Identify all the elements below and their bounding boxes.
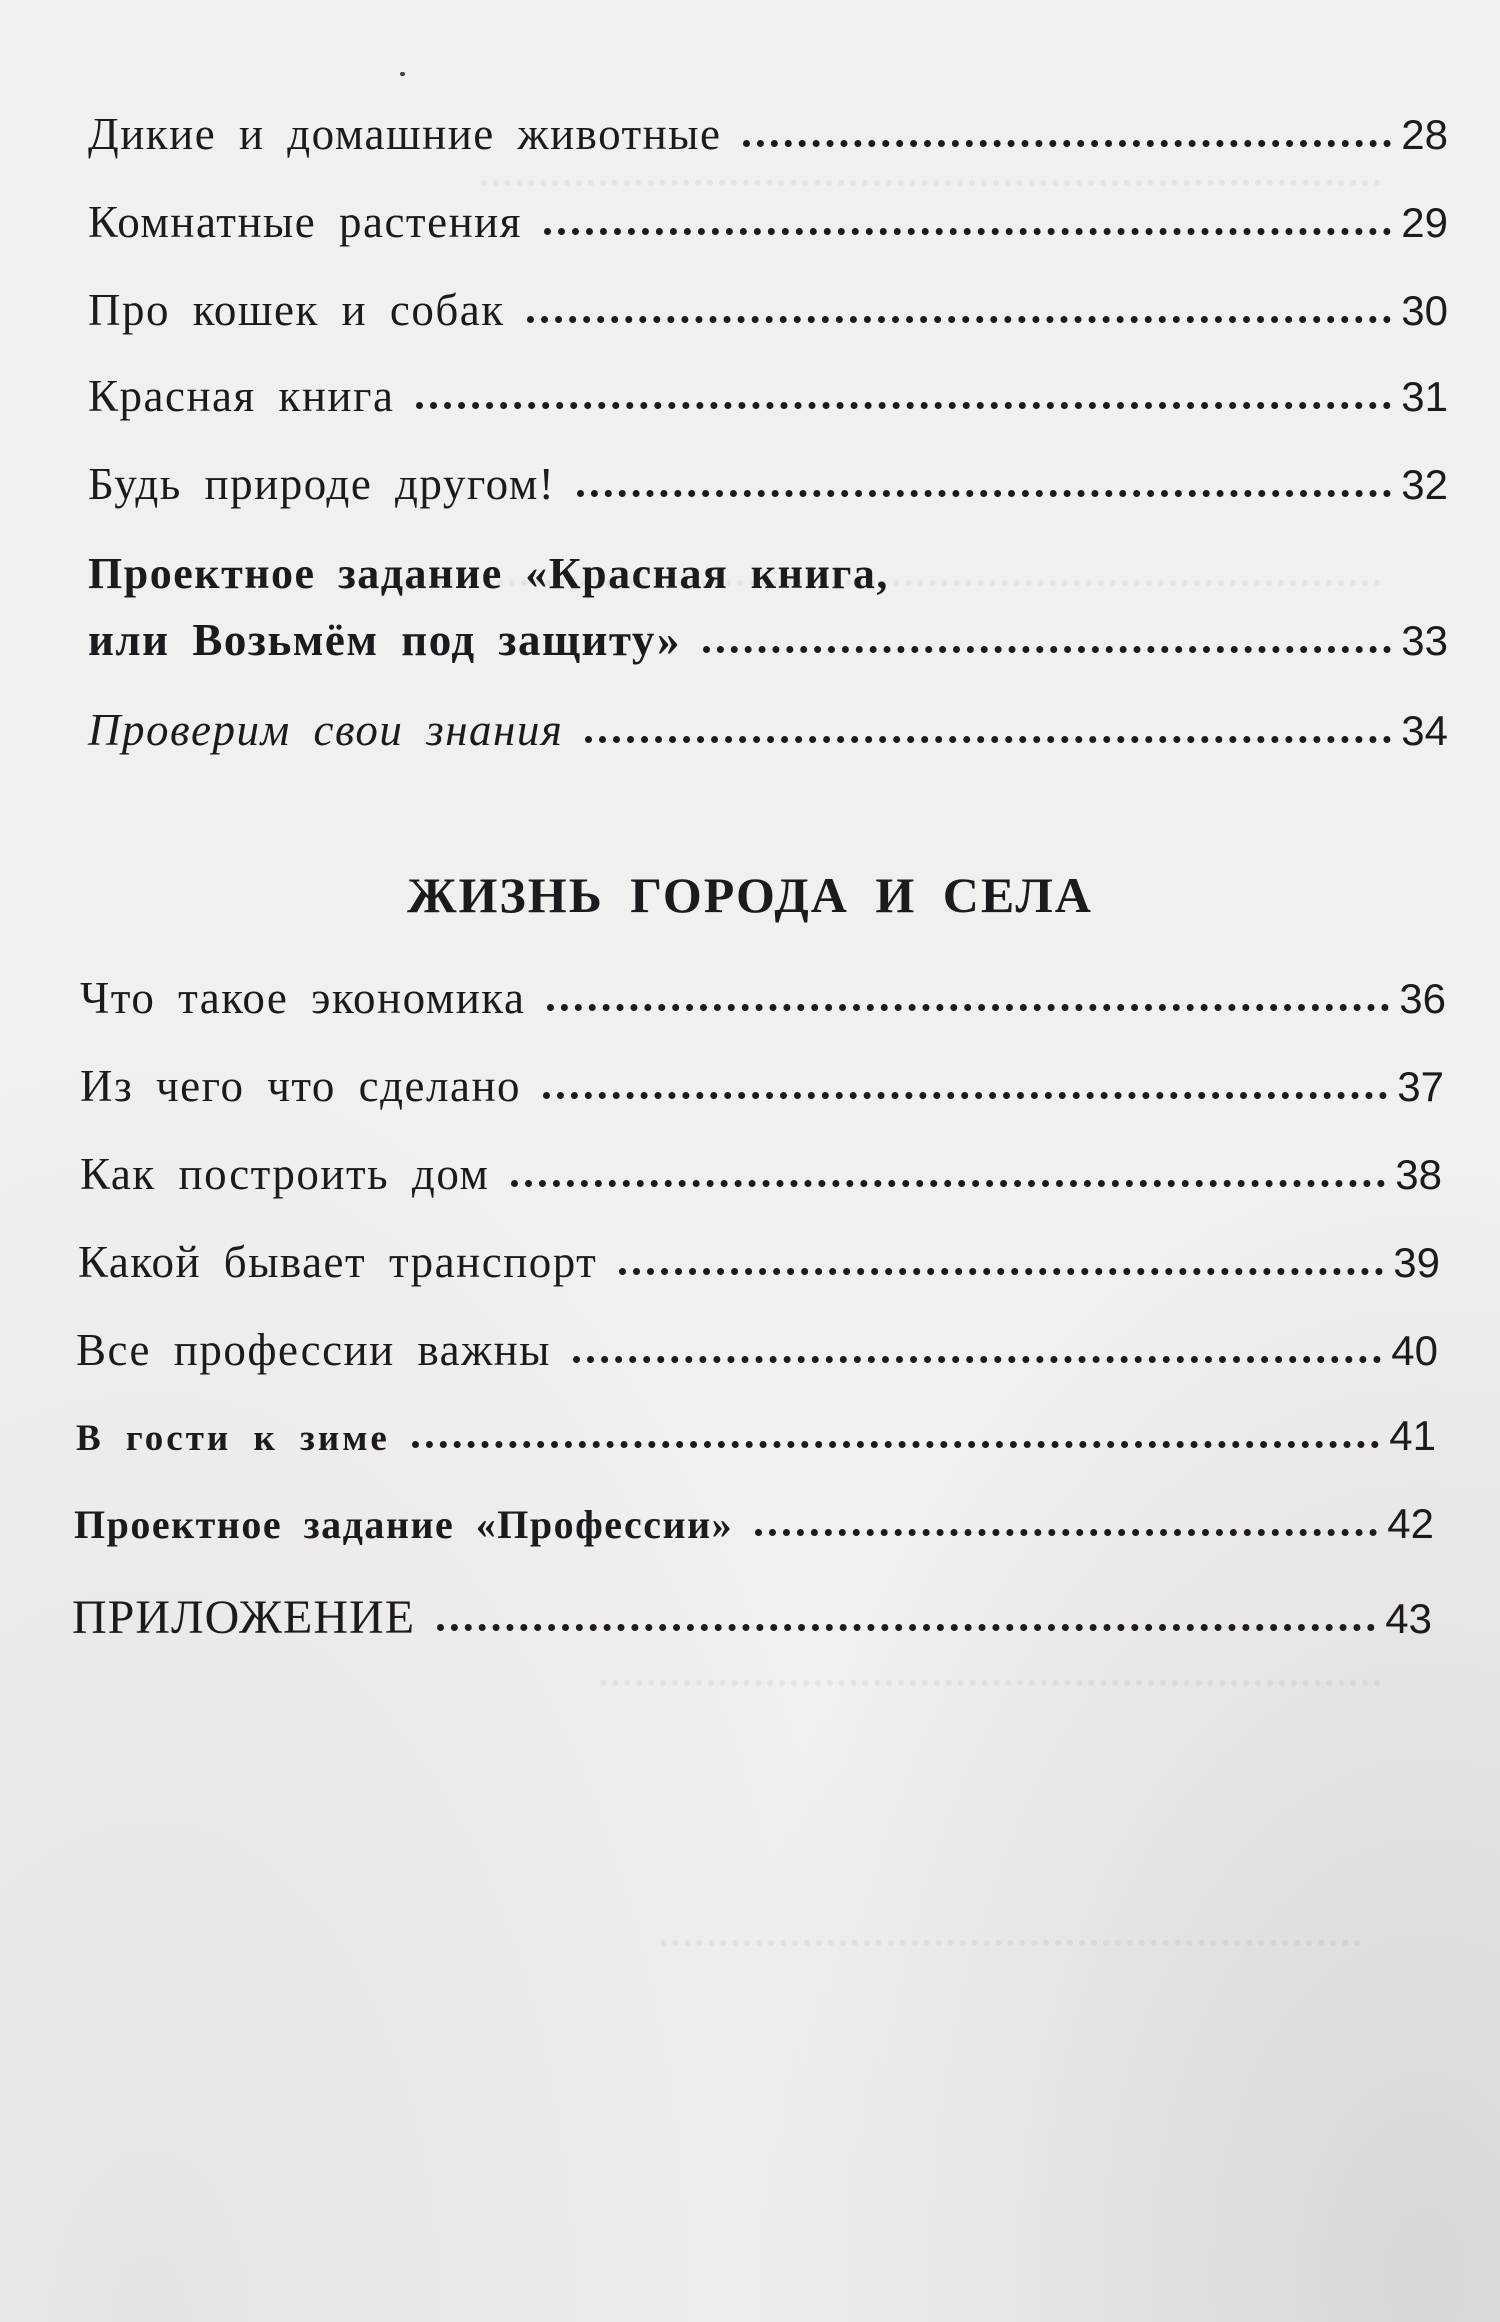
print-speck <box>400 72 405 76</box>
toc-entry-page: 43 <box>1385 1595 1432 1642</box>
toc-entry[interactable] <box>88 196 1448 248</box>
dot-leader <box>703 646 1391 653</box>
dot-leader <box>543 1092 1387 1099</box>
toc-entry-check-knowledge[interactable] <box>88 704 1448 756</box>
dot-leader <box>412 1441 1379 1448</box>
toc-entry-label: Какой бывает транспорт <box>78 1237 598 1287</box>
toc-entry-page: 30 <box>1401 287 1448 334</box>
toc-entry[interactable] <box>78 1236 1440 1288</box>
toc-entry-label: Комнатные растения <box>88 197 522 247</box>
section-title: ЖИЗНЬ ГОРОДА И СЕЛА <box>407 867 1093 923</box>
toc-entry-label: Про кошек и собак <box>88 285 505 335</box>
dot-leader <box>619 1268 1383 1275</box>
toc-entry-label: Проектное задание «Профессии» <box>74 1502 734 1547</box>
show-through-ghost <box>600 1640 1380 1686</box>
toc-entry-page: 40 <box>1391 1327 1438 1374</box>
toc-entry-label: Все профессии важны <box>76 1325 551 1375</box>
toc-entry[interactable] <box>88 370 1448 422</box>
toc-entry[interactable] <box>80 972 1446 1024</box>
dot-leader <box>547 1004 1389 1011</box>
dot-leader <box>511 1180 1385 1187</box>
toc-entry-label: ПРИЛОЖЕНИЕ <box>72 1591 416 1644</box>
toc-entry-label: Как построить дом <box>80 1149 490 1199</box>
toc-entry-label: Из чего что сделано <box>80 1061 522 1111</box>
toc-entry-page: 33 <box>1401 617 1448 664</box>
toc-entry-label: или Возьмём под защиту» <box>88 615 682 665</box>
toc-entry-page: 31 <box>1401 373 1448 420</box>
toc-entry-page: 38 <box>1395 1151 1442 1198</box>
dot-leader <box>437 1624 1375 1631</box>
toc-entry-page: 28 <box>1401 111 1448 158</box>
toc-entry[interactable] <box>88 284 1448 336</box>
dot-leader <box>416 402 1391 409</box>
toc-entry-page: 36 <box>1399 975 1446 1022</box>
dot-leader <box>577 490 1391 497</box>
toc-entry-page: 29 <box>1401 199 1448 246</box>
dot-leader <box>743 140 1391 147</box>
toc-entry-page: 41 <box>1389 1412 1436 1459</box>
toc-entry-winter[interactable] <box>76 1412 1436 1460</box>
toc-entry-label: Дикие и домашние животные <box>88 109 722 159</box>
toc-entry-label: Проверим свои знания <box>88 705 564 755</box>
toc-entry-page: 34 <box>1401 707 1448 754</box>
toc-entry[interactable] <box>88 108 1448 160</box>
toc-entry-project-professions[interactable] <box>74 1500 1434 1548</box>
toc-entry-project-line1: Проектное задание «Красная книга, <box>88 549 889 598</box>
dot-leader <box>585 736 1391 743</box>
toc-entry[interactable] <box>80 1060 1444 1112</box>
show-through-ghost <box>660 1900 1360 1946</box>
dot-leader <box>544 228 1391 235</box>
toc-entry-page: 42 <box>1387 1500 1434 1547</box>
toc-entry[interactable] <box>88 458 1448 510</box>
toc-entry-label: В гости к зиме <box>76 1418 390 1459</box>
toc-entry-label: Что такое экономика <box>80 973 526 1023</box>
toc-entry-label: Будь природе другом! <box>88 459 556 509</box>
dot-leader <box>755 1529 1377 1536</box>
toc-entry[interactable] <box>76 1324 1438 1376</box>
toc-entry-label: Красная книга <box>88 371 395 421</box>
toc-entry-project-red-book[interactable] <box>88 614 1448 666</box>
dot-leader <box>573 1356 1381 1363</box>
toc-entry-page: 32 <box>1401 461 1448 508</box>
toc-entry-appendix[interactable] <box>72 1590 1432 1645</box>
dot-leader <box>527 316 1392 323</box>
toc-entry-page: 39 <box>1393 1239 1440 1286</box>
toc-entry[interactable] <box>80 1148 1442 1200</box>
toc-entry-page: 37 <box>1397 1063 1444 1110</box>
